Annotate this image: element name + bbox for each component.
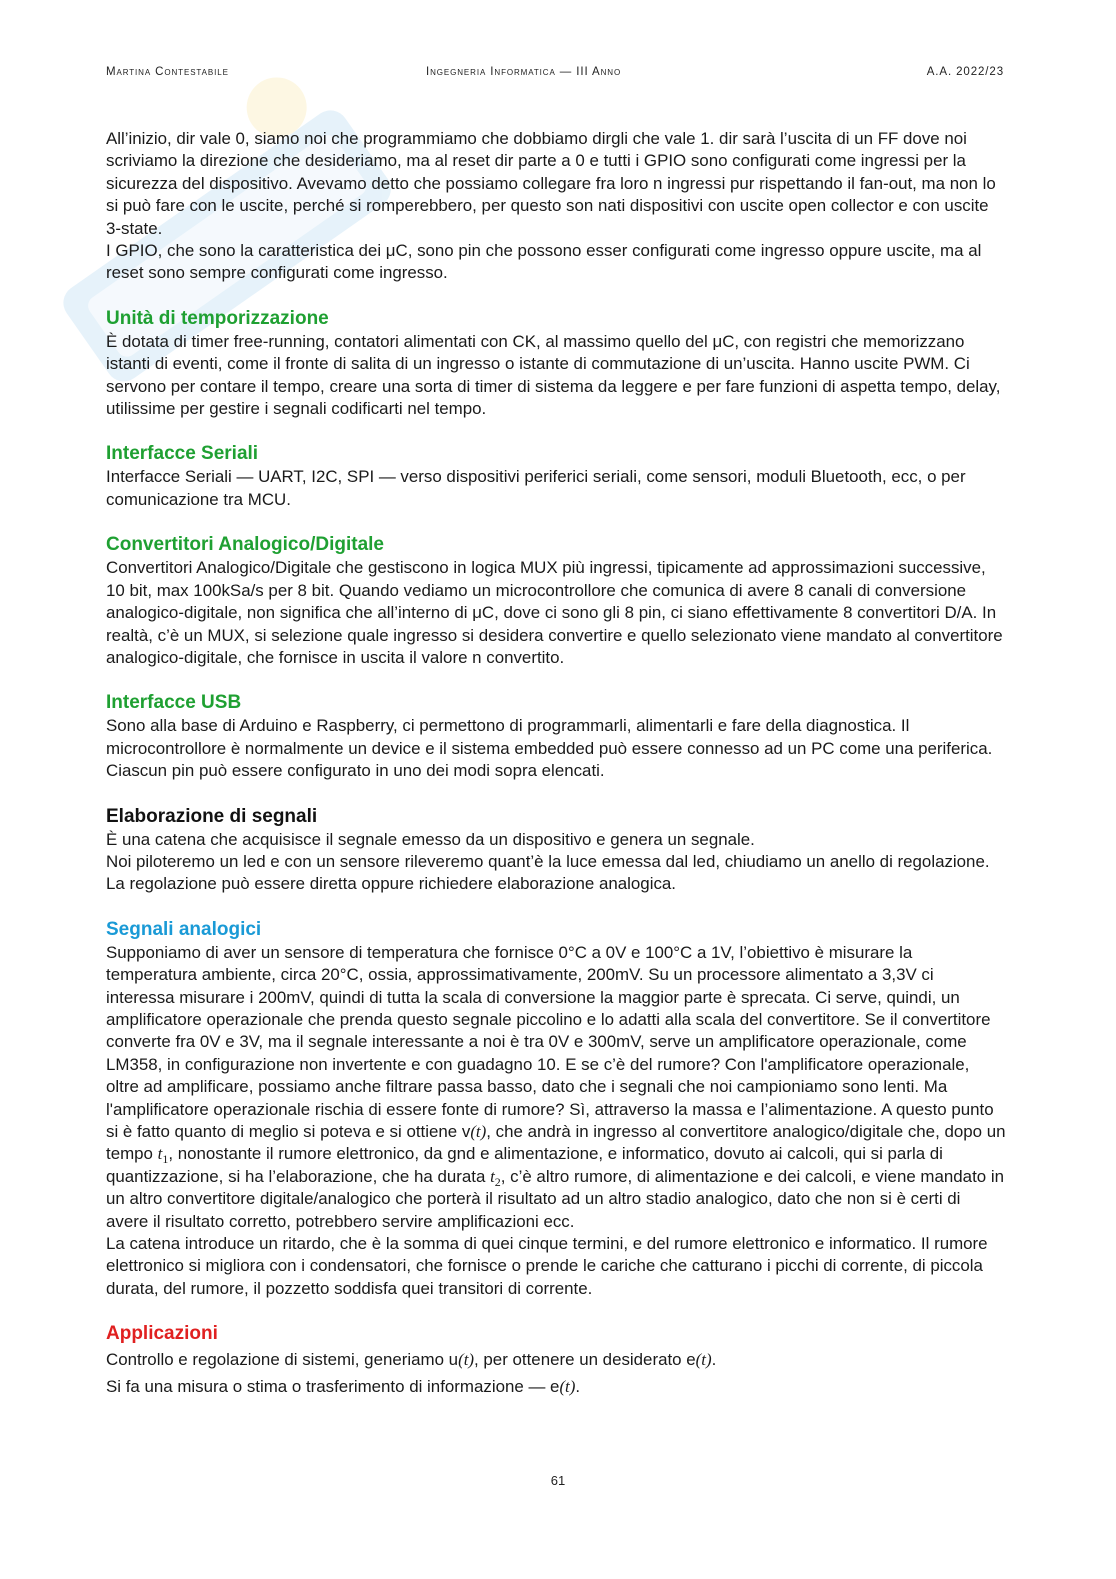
applications-text-c: .: [711, 1350, 717, 1370]
applications-text-b: , per ottenere un desiderato e: [474, 1350, 696, 1370]
math-e-of-t-2: (t): [559, 1377, 576, 1397]
header-year: A.A. 2022/23: [926, 66, 1004, 78]
section-title-adc: Convertitori Analogico/Digitale: [106, 534, 384, 556]
math-e-of-t: (t): [695, 1350, 712, 1370]
section-title-signal-processing: Elaborazione di segnali: [106, 805, 318, 827]
signal-processing-paragraph-2: Noi piloteremo un led e con un sensore rileveremo quant’è la luce emessa dal led, chiudiamo un anello di regolazione. La regolazione può essere diretta oppure richiedere elaborazione analogica.: [106, 851, 990, 894]
section-text-serial: Interfacce Seriali — UART, I2C, SPI — verso dispositivi periferici seriali, come sensori, moduli Bluetooth, ecc, o per comunicazione tra MCU.: [106, 467, 966, 509]
math-t2-base: t: [490, 1166, 495, 1186]
analog-text-b: , che andrà in ingresso al convertitore analogico/digitale che, dopo un tempo: [106, 1122, 1006, 1164]
section-title-timer: Unità di temporizzazione: [106, 307, 329, 329]
applications-line-1: [106, 1346, 1006, 1373]
math-u-of-t: (t): [458, 1350, 475, 1370]
page-body: [106, 128, 1006, 1400]
math-t2: [490, 1166, 501, 1189]
analog-text-a: Supponiamo di aver un sensore di temperatura che fornisce 0°C a 0V e 100°C a 1V, l’obiettivo è misurare la temperatura ambiente, circa 20°C, ossia, approssimativamente, 200mV. Su un processore alimentato a 3,3V ci interessa misurare i 200mV, quindi di tutta la scala di conversione la maggior parte è sprecata. Ci serve, quindi, un amplificatore operazionale che prenda questo segnale piccolino e lo adatti alla scala del convertitore. Se il convertitore converte fra 0V e 3V, ma il segnale interessante a noi è tra 0V e 300mV, serve un amplificatore operazionale, come LM358, in configurazione non invertente e con guadagno 10. E se c’è del rumore? Con l'amplificatore operazionale, oltre ad amplificare, possiamo anche filtrare passa basso, dato che i segnali che noi campioniamo sono lenti. Ma l'amplificatore operazionale rischia di essere fonte di rumore? Sì, attraverso la massa e l’alimentazione. A questo punto si è fatto quanto di meglio si poteva e si ottiene v: [106, 942, 994, 1141]
analog-text-d: , c’è altro rumore, di alimentazione e dei calcoli, e viene mandato in un altro convertitore digitale/analogico che porterà il risultato ad un altro stadio analogico, dato che non si è certi di avere il risultato corretto, potrebbero servire amplificazioni ecc.: [106, 1166, 1004, 1231]
section-signal-processing: [106, 805, 1006, 896]
analog-paragraph-1: [106, 942, 1006, 1233]
section-usb: [106, 691, 1006, 782]
intro-paragraph-2: I GPIO, che sono la caratteristica dei μC, sono pin che possono esser configurati come ingresso oppure uscite, ma al reset sono sempre configurati come ingresso.: [106, 241, 982, 283]
section-adc: [106, 533, 1006, 669]
section-applications: [106, 1322, 1006, 1400]
applications-text-e: .: [575, 1377, 581, 1397]
section-text-usb: Sono alla base di Arduino e Raspberry, ci permettono di programmarli, alimentarli e fare della diagnostica. Il microcontrollore è normalmente un device e il sistema embedded può essere connesso ad un PC come una periferica. Ciascun pin può essere configurato in uno dei modi sopra elencati.: [106, 716, 993, 781]
section-text-timer: È dotata di timer free-running, contatori alimentati con CK, al massimo quello del μC, con registri che memorizzano istanti di eventi, come il fronte di salita di un ingresso o istante di commutazione di un’uscita. Hanno uscite PWM. Ci servono per contare il tempo, creare una sorta di timer di sistema da leggere e per fare funzioni di aspetta tempo, delay, utilissime per gestire i segnali codificarti nel tempo.: [106, 331, 1001, 419]
analog-text-c: , nonostante il rumore elettronico, da gnd e alimentazione, e informatico, dovuto ai calcoli, qui si parla di quantizzazione, si ha l’elaborazione, che ha durata: [106, 1144, 943, 1186]
applications-text-a: Controllo e regolazione di sistemi, generiamo u: [106, 1350, 459, 1370]
section-title-analog: Segnali analogici: [106, 918, 262, 940]
section-serial: [106, 442, 1006, 511]
math-t1-base: t: [157, 1144, 163, 1164]
math-t1-sub: 1: [162, 1152, 169, 1167]
section-timer: [106, 307, 1006, 421]
math-v-of-t: (t): [470, 1122, 487, 1141]
applications-line-2: [106, 1373, 1006, 1400]
section-title-usb: Interfacce USB: [106, 692, 242, 714]
analog-paragraph-2: La catena introduce un ritardo, che è la somma di quei cinque termini, e del rumore elettronico e informatico. Il rumore elettronico si migliora con i condensatori, che fornisce o prende le cariche che catturano i picchi di corrente, di piccola durata, del rumore, il pozzetto soddisfa quei transitori di corrente.: [106, 1234, 988, 1298]
applications-text-d: Si fa una misura o stima o trasferimento di informazione — e: [106, 1377, 560, 1397]
section-analog: [106, 918, 1006, 1301]
page-number: 61: [550, 1473, 566, 1488]
header-author: Martina Contestabile: [106, 66, 229, 78]
section-title-applications: Applicazioni: [106, 1323, 218, 1345]
intro-paragraph-1: All’inizio, dir vale 0, siamo noi che programmiamo che dobbiamo dirgli che vale 1. dir sarà l’uscita di un FF dove noi scriviamo la direzione che desideriamo, ma al reset dir parte a 0 e tutti i GPIO sono configurati come ingressi per la sicurezza del dispositivo. Avevamo detto che possiamo collegare fra loro n ingressi pur rispettando il fan-out, ma non lo si può fare con le uscite, perché si romperebbero, per questo son nati dispositivi con uscite open collector e con uscite 3-state.: [106, 129, 996, 238]
math-t1: [157, 1144, 169, 1167]
signal-processing-paragraph-1: È una catena che acquisisce il segnale emesso da un dispositivo e genera un segnale.: [106, 829, 755, 849]
intro-section: [106, 128, 1006, 285]
section-text-adc: Convertitori Analogico/Digitale che gestiscono in logica MUX più ingressi, tipicamente ad approssimazioni successive, 10 bit, max 100kSa/s per 8 bit. Quando vediamo un microcontrollore che comunica di avere 8 canali di conversione analogico-digitale, non significa che all’interno di μC, dove ci sono gli 8 pin, ci siano effettivamente 8 convertitori D/A. In realtà, c’è un MUX, si selezione quale ingresso si desidera convertire e quello selezionato viene mandato al convertitore analogico-digitale, che fornisce in uscita il valore n convertito.: [106, 558, 1003, 667]
header-course: Ingegneria Informatica — III Anno: [426, 66, 622, 78]
math-t2-sub: 2: [494, 1174, 501, 1189]
running-header: [106, 66, 1004, 82]
section-title-serial: Interfacce Seriali: [106, 443, 259, 465]
